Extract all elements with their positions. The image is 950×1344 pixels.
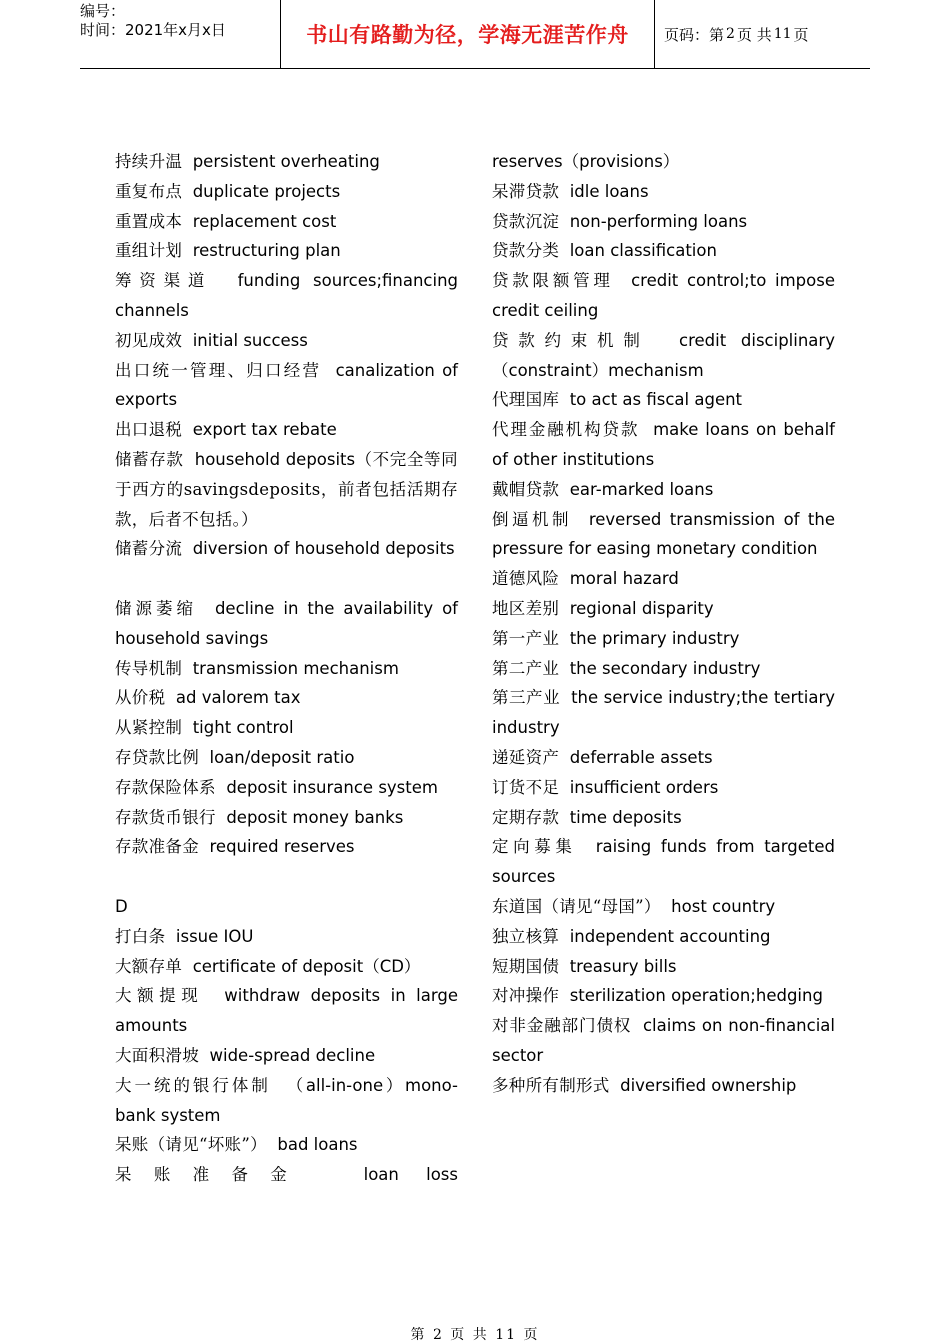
page-number: 2 [726, 26, 735, 42]
term-chinese: 存款货币银行 [115, 807, 216, 827]
header-page-info [655, 0, 870, 68]
term-chinese: 戴帽贷款 [492, 479, 560, 499]
term-english: the primary industry [569, 628, 740, 648]
term-english: regional disparity [569, 598, 714, 618]
term-chinese: 第一产业 [492, 628, 560, 648]
term-note: （不完全等同于西方的savingsdeposits，前者包括活期存款，后者不包括。） [115, 449, 458, 529]
term-chinese: 地区差别 [492, 598, 560, 618]
header-meta [80, 0, 281, 68]
glossary-entry [115, 743, 458, 773]
glossary-entry [492, 236, 835, 266]
term-english: reserves（provisions） [492, 152, 680, 171]
glossary-entry [115, 326, 458, 356]
glossary-entry [492, 832, 835, 892]
blank-line [115, 862, 458, 892]
term-chinese: 储源萎缩 [115, 598, 198, 618]
term-english: diversion of household deposits [192, 539, 455, 559]
glossary-entry [115, 713, 458, 743]
term-chinese: 订货不足 [492, 777, 560, 797]
header-motto: 书山有路勤为径，学海无涯苦作舟 [306, 22, 629, 47]
glossary-entry [492, 1071, 835, 1101]
page-header [80, 0, 870, 69]
term-chinese: 对非金融部门债权 [492, 1016, 632, 1036]
term-english: insufficient orders [569, 777, 719, 797]
term-chinese: 大额提现 [115, 986, 204, 1006]
glossary-left-column [115, 147, 458, 1190]
term-chinese: 倒逼机制 [492, 509, 572, 529]
term-english: non-performing loans [569, 211, 748, 231]
glossary-entry [492, 892, 835, 922]
glossary-entry [115, 236, 458, 266]
glossary-entry [115, 207, 458, 237]
term-chinese: 储蓄存款 [115, 449, 184, 469]
term-english: deposit insurance system [226, 777, 438, 797]
term-chinese: 大一统的银行体制 [115, 1075, 271, 1095]
page-label-pre: 页码：第 [664, 25, 725, 44]
time-label: 时间：2021年x月x日 [80, 21, 226, 39]
glossary-entry [492, 326, 835, 386]
term-chinese: 出口统一管理、归口经营 [115, 360, 322, 380]
glossary-entry [115, 1130, 458, 1160]
glossary-entry [492, 564, 835, 594]
term-chinese: 呆账准备金 [115, 1165, 310, 1185]
glossary-entry [492, 1011, 835, 1071]
term-chinese: 出口退税 [115, 420, 183, 440]
term-english: funding sources;financing channels [115, 271, 459, 320]
term-chinese: 重复布点 [115, 181, 183, 201]
term-english: ad valorem tax [175, 688, 301, 708]
term-chinese: 筹资渠道 [115, 271, 213, 291]
term-english: wide-spread decline [209, 1045, 376, 1065]
page-label-mid: 页 共 [736, 25, 772, 44]
glossary-entry [492, 922, 835, 952]
glossary-entry [115, 534, 458, 564]
term-chinese: 贷款约束机制 [492, 330, 650, 350]
term-english: duplicate projects [192, 181, 341, 201]
term-english: deferrable assets [569, 747, 713, 767]
glossary-entry [115, 803, 458, 833]
term-chinese: 传导机制 [115, 658, 183, 678]
glossary-entry [115, 445, 458, 534]
term-english: required reserves [209, 837, 355, 857]
term-chinese: 重组计划 [115, 241, 183, 261]
term-chinese: 贷款限额管理 [492, 271, 614, 291]
blank-line [115, 564, 458, 594]
glossary-entry [115, 266, 458, 326]
glossary-entry [115, 1160, 458, 1190]
term-chinese: 从紧控制 [115, 718, 183, 738]
term-chinese: 大额存单 [115, 956, 183, 976]
term-chinese: 从价税 [115, 688, 166, 708]
term-english: loan classification [569, 241, 717, 261]
page-label-post: 页 [793, 25, 809, 44]
glossary-entry [115, 981, 458, 1041]
term-chinese: 对冲操作 [492, 986, 560, 1006]
term-chinese: 第三产业 [492, 688, 561, 708]
term-english: sterilization operation;hedging [569, 986, 823, 1006]
term-chinese: 贷款沉淀 [492, 211, 560, 231]
term-chinese: 大面积滑坡 [115, 1045, 199, 1065]
term-english: the service industry;the tertiary industry [492, 688, 835, 738]
term-chinese: 储蓄分流 [115, 539, 183, 559]
glossary-entry [115, 832, 458, 862]
term-english: decline in the availability of household savings [115, 598, 458, 648]
term-english: canalization of exports [115, 360, 458, 410]
glossary-entry [115, 594, 458, 654]
term-chinese: 呆账（请见“坏账”） [115, 1135, 267, 1155]
term-english: initial success [192, 330, 308, 350]
term-chinese: 代理金融机构贷款 [492, 420, 640, 440]
glossary-entry [115, 773, 458, 803]
glossary-entry [115, 415, 458, 445]
term-english: independent accounting [569, 926, 771, 946]
glossary-entry [492, 207, 835, 237]
term-english: replacement cost [192, 211, 337, 231]
term-chinese: 代理国库 [492, 390, 560, 410]
term-chinese: 定向募集 [492, 837, 577, 857]
term-english: reversed transmission of the pressure for easing monetary condition [492, 509, 836, 559]
term-chinese: 持续升温 [115, 152, 183, 171]
glossary-entry [115, 147, 458, 177]
term-english: loan/deposit ratio [209, 747, 355, 767]
glossary-entry [492, 743, 835, 773]
term-english: restructuring plan [192, 241, 341, 261]
term-english: export tax rebate [192, 420, 337, 440]
term-chinese: 定期存款 [492, 807, 560, 827]
term-english: treasury bills [569, 956, 677, 976]
term-english: ear-marked loans [569, 479, 714, 499]
term-chinese: 独立核算 [492, 926, 560, 946]
term-chinese: 第二产业 [492, 658, 560, 678]
glossary-entry [492, 803, 835, 833]
term-chinese: 递延资产 [492, 747, 560, 767]
term-english: host country [671, 896, 776, 916]
term-english: persistent overheating [192, 152, 380, 171]
glossary-entry [492, 415, 835, 475]
term-chinese: 存款保险体系 [115, 777, 216, 797]
term-chinese: 存款准备金 [115, 837, 199, 857]
term-english: time deposits [569, 807, 682, 827]
section-letter: D [115, 896, 128, 916]
term-english: certificate of deposit（CD） [192, 956, 421, 976]
term-english: credit control;to impose credit ceiling [492, 271, 835, 320]
term-english: raising funds from targeted sources [492, 837, 835, 887]
term-english: loan loss [363, 1165, 458, 1185]
term-english: diversified ownership [620, 1075, 797, 1095]
term-english: deposit money banks [226, 807, 404, 827]
term-english: bad loans [277, 1135, 358, 1155]
glossary-entry [492, 952, 835, 982]
term-english: transmission mechanism [192, 658, 399, 678]
term-chinese: 短期国债 [492, 956, 560, 976]
glossary-entry [492, 654, 835, 684]
term-chinese: 存贷款比例 [115, 747, 199, 767]
glossary-entry [492, 505, 835, 565]
glossary-entry [115, 683, 458, 713]
glossary-entry [115, 1041, 458, 1071]
header-motto-cell [281, 0, 655, 68]
term-english: make loans on behalf of other institutions [492, 420, 835, 469]
glossary-entry [115, 922, 458, 952]
term-chinese: 打白条 [115, 926, 166, 946]
glossary-entry [492, 177, 835, 207]
term-english: household deposits [194, 449, 356, 469]
glossary-entry [492, 266, 835, 326]
serial-number-label: 编号： [80, 2, 126, 20]
glossary-entry [115, 952, 458, 982]
term-chinese: 道德风险 [492, 569, 560, 589]
term-english: credit disciplinary（constraint）mechanism [492, 330, 835, 380]
glossary-entry [492, 594, 835, 624]
glossary-entry [492, 475, 835, 505]
term-english: idle loans [569, 181, 649, 201]
term-english: to act as fiscal agent [569, 390, 743, 410]
page-footer: 第 2 页 共 11 页 [410, 1327, 540, 1343]
glossary-entry [492, 683, 835, 743]
glossary-entry [115, 177, 458, 207]
term-chinese: 初见成效 [115, 330, 183, 350]
term-english: issue IOU [175, 926, 254, 946]
glossary-entry [115, 356, 458, 416]
glossary-entry [492, 773, 835, 803]
term-english: claims on non-financial sector [492, 1016, 835, 1065]
glossary-entry [492, 624, 835, 654]
glossary-entry [115, 654, 458, 684]
glossary-entry [492, 385, 835, 415]
glossary-entry [492, 981, 835, 1011]
term-english: the secondary industry [569, 658, 761, 678]
term-english: tight control [192, 718, 294, 738]
term-chinese: 呆滞贷款 [492, 181, 560, 201]
term-chinese: 贷款分类 [492, 241, 560, 261]
term-chinese: 多种所有制形式 [492, 1075, 610, 1095]
glossary-entry [115, 1071, 458, 1131]
term-english: （all-in-one）mono-bank system [115, 1075, 458, 1125]
term-english: withdraw deposits in large amounts [115, 986, 458, 1036]
page-total: 11 [773, 26, 792, 42]
term-chinese: 重置成本 [115, 211, 183, 231]
glossary-right-column [492, 147, 835, 1101]
term-english: moral hazard [569, 569, 679, 589]
term-chinese: 东道国（请见“母国”） [492, 896, 661, 916]
glossary-entry [492, 147, 835, 177]
